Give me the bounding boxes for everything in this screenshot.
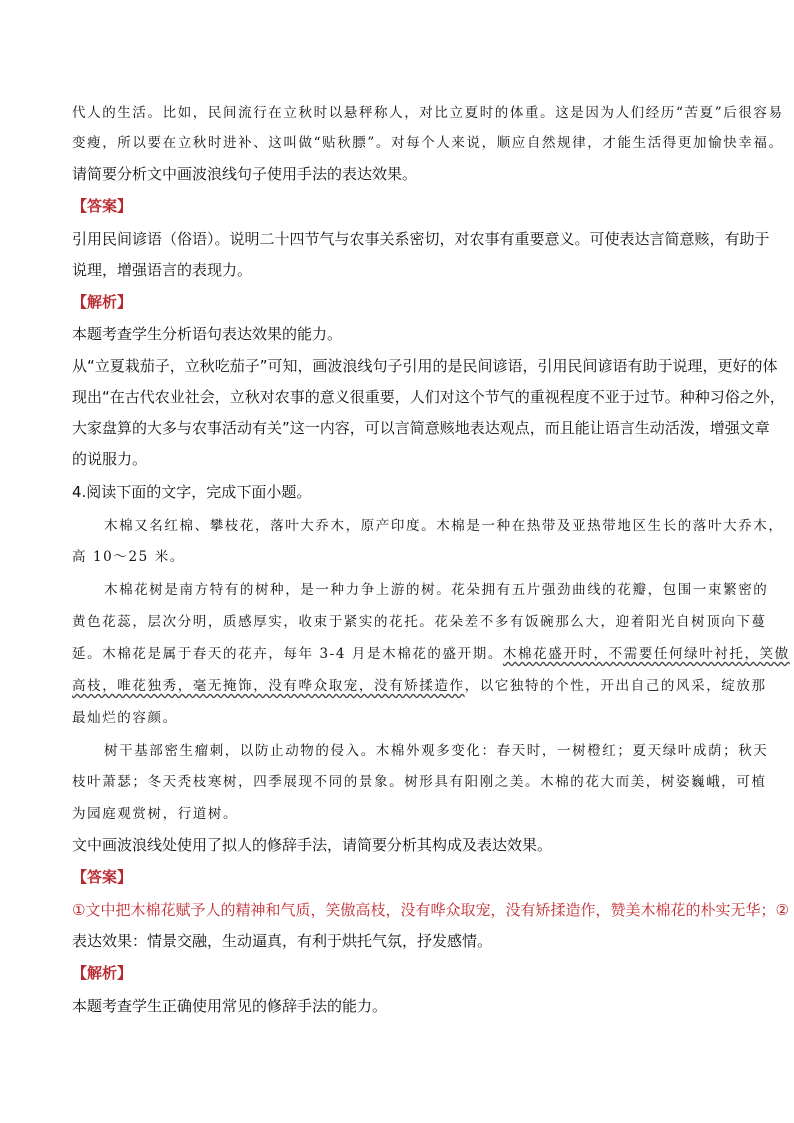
passage-line: 木棉花树是南方特有的树种，是一种力争上游的树。花朵拥有五片强劲曲线的花瓣，包围一束繁密的 xyxy=(104,582,769,598)
analysis-tag: 【解析】 xyxy=(72,964,133,982)
answer-text: 说理，增强语言的表现力。 xyxy=(72,261,253,279)
analysis-text: 从“立夏栽茄子，立秋吃茄子”可知，画波浪线句子引用的是民间谚语，引用民间谚语有助于说理，更好的体 xyxy=(72,357,778,375)
analysis-text: 大家盘算的大多与农事活动有关”这一内容，可以言简意赅地表达观点，而且能让语言生动活泼，增强文章 xyxy=(72,419,770,437)
question-text: 文中画波浪线处使用了拟人的修辞手法，请简要分析其构成及表达效果。 xyxy=(72,836,553,854)
passage-line: 变瘦，所以要在立秋时进补、这叫做“贴秋膘”。对每个人来说，顺应自然规律，才能生活得更加愉快幸福。 xyxy=(72,135,784,151)
answer-text: ①文中把木棉花赋予人的精神和气质，笑傲高枝，没有哗众取宠，没有矫揉造作，赞美木棉花的朴实无华；② xyxy=(72,901,789,919)
passage-line xyxy=(72,644,790,664)
answer-text: 引用民间谚语（俗语）。说明二十四节气与农事关系密切，对农事有重要意义。可使表达言简意赅，有助于 xyxy=(72,230,770,248)
question-heading: 4.阅读下面的文字，完成下面小题。 xyxy=(72,483,312,501)
analysis-text: 本题考查学生分析语句表达效果的能力。 xyxy=(72,325,343,343)
question-text: 请简要分析文中画波浪线句子使用手法的表达效果。 xyxy=(72,165,418,183)
passage-text: 延。木棉花是属于春天的花卉，每年 3-4 月是木棉花的盛开期。 xyxy=(72,646,503,662)
analysis-text: 的说服力。 xyxy=(72,450,148,468)
answer-tag: 【答案】 xyxy=(72,868,133,886)
passage-line: 代人的生活。比如，民间流行在立秋时以悬秤称人，对比立夏时的体重。这是因为人们经历“苦夏”后很容易 xyxy=(72,105,784,121)
analysis-tag: 【解析】 xyxy=(72,293,133,311)
analysis-text: 现出“在古代农业社会，立秋对农事的意义很重要，人们对这个节气的重视程度不亚于过节。种种习俗之外， xyxy=(72,388,785,406)
passage-line: 最灿烂的容颜。 xyxy=(72,710,178,726)
wavy-underlined-text: 木棉花盛开时，不需要任何绿叶衬托，笑傲 xyxy=(502,646,790,662)
passage-line: 树干基部密生瘤刺，以防止动物的侵入。木棉外观多变化：春天时，一树橙红；夏天绿叶成荫；秋天 xyxy=(104,743,769,759)
passage-text: ，以它独特的个性，开出自己的风采，绽放那 xyxy=(464,678,767,694)
passage-line: 黄色花蕊，层次分明，质感厚实，收束于紧实的花托。花朵差不多有饭碗那么大，迎着阳光自树顶向下蔓 xyxy=(72,614,767,630)
answer-tag: 【答案】 xyxy=(72,197,133,215)
analysis-text: 本题考查学生正确使用常见的修辞手法的能力。 xyxy=(72,997,388,1015)
wavy-underlined-text: 高枝，唯花独秀，毫无掩饰，没有哗众取宠，没有矫揉造作 xyxy=(72,678,465,694)
passage-line: 高 10～25 米。 xyxy=(72,549,185,565)
passage-line: 木棉又名红棉、攀枝花，落叶大乔木，原产印度。木棉是一种在热带及亚热带地区生长的落叶大乔木， xyxy=(104,518,784,534)
passage-line: 为园庭观赏树，行道树。 xyxy=(72,806,239,822)
answer-text: 表达效果：情景交融，生动逼真，有利于烘托气氛，抒发感情。 xyxy=(72,932,493,950)
passage-line: 枝叶萧瑟；冬天秃枝寒树，四季展现不同的景象。树形具有阳刚之美。木棉的花大而美，树姿巍峨，可植 xyxy=(72,774,767,790)
passage-line xyxy=(72,676,767,696)
